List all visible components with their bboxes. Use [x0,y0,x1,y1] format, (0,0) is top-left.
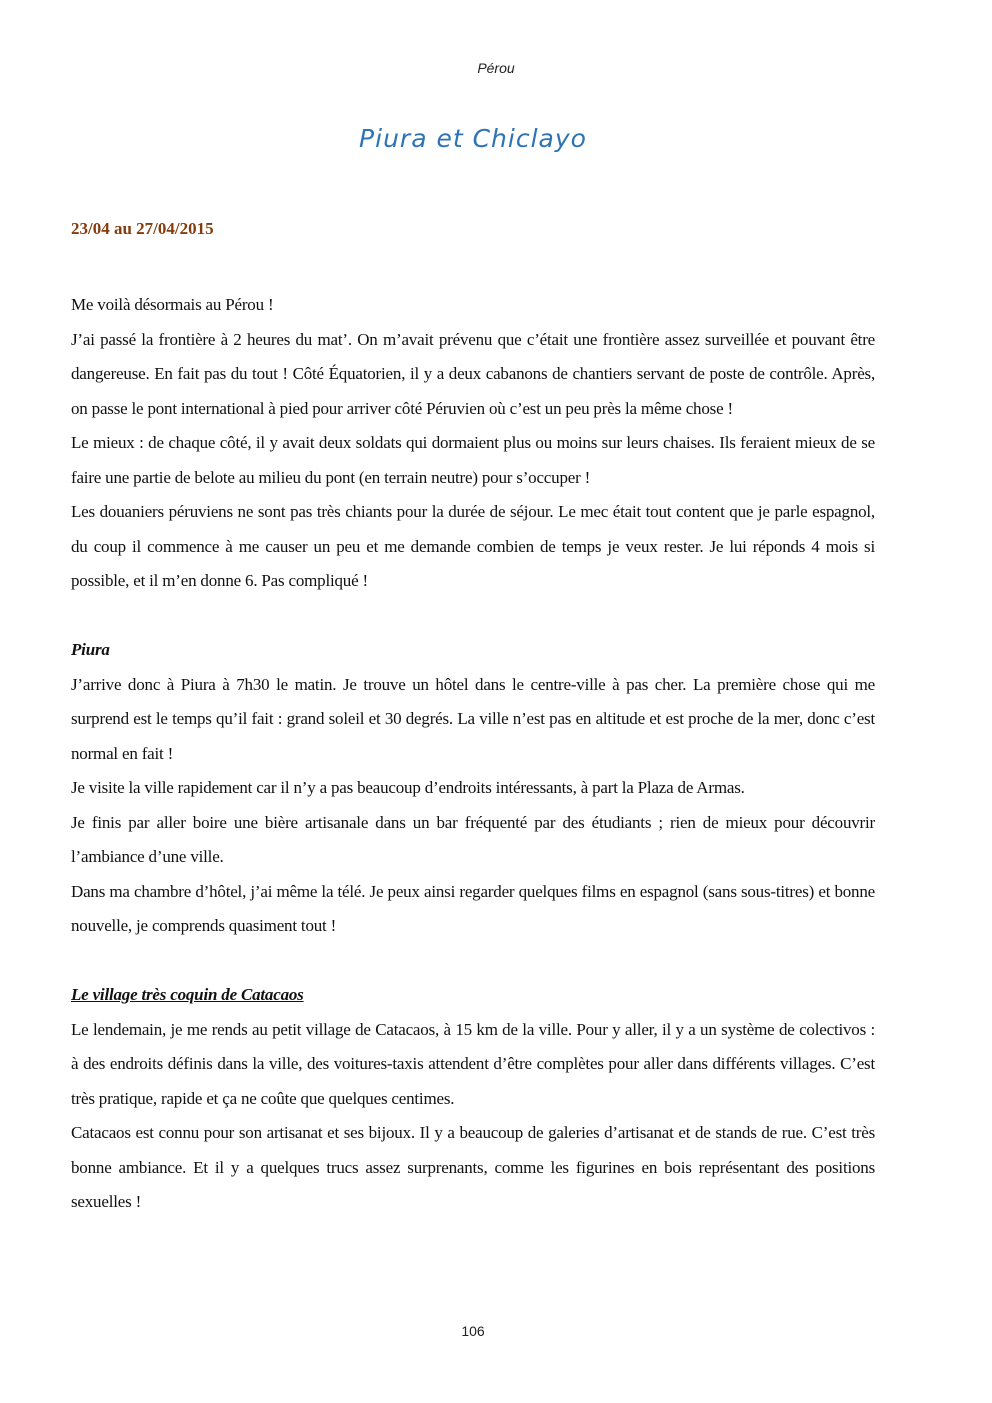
section-spacer [71,944,875,979]
section-heading-piura: Piura [71,640,110,659]
section-heading-catacaos: Le village très coquin de Catacaos [71,985,304,1004]
running-header: Pérou [477,60,515,76]
catacaos-paragraph: Le lendemain, je me rends au petit village de Catacaos, à 15 km de la ville. Pour y aller, il y a un système de colectivos : à des endroits définis dans la ville, des voitures-taxis attendent d’être complètes pour aller dans différents villages. C’est très pratique, rapide et ça ne coûte que quelques centimes. [71,1019,875,1108]
intro-paragraph: Les douaniers péruviens ne sont pas très chiants pour la durée de séjour. Le mec était tout content que je parle espagnol, du coup il commence à me causer un peu et me demande combien de temps je veux rester. Je lui réponds 4 mois si possible, et il m’en donne 6. Pas compliqué ! [71,502,875,590]
intro-paragraph: Me voilà désormais au Pérou ! [71,295,274,314]
section-spacer [71,599,875,634]
piura-paragraph: Je visite la ville rapidement car il n’y a pas beaucoup d’endroits intéressants, à part la Plaza de Armas. [71,778,745,797]
intro-paragraph: Le mieux : de chaque côté, il y avait deux soldats qui dormaient plus ou moins sur leurs chaises. Ils feraient mieux de se faire une partie de belote au milieu du pont (en terrain neutre) pour s’occuper ! [71,433,875,487]
intro-paragraph: J’ai passé la frontière à 2 heures du mat’. On m’avait prévenu que c’était une frontière assez surveillée et pouvant être dangereuse. En fait pas du tout ! Côté Équatorien, il y a deux cabanons de chantiers servant de poste de contrôle. Après, on passe le pont international à pied pour arriver côté Péruvien où c’est un peu près la même chose ! [71,329,875,418]
page-title: Piura et Chiclayo [359,124,587,153]
article-body [71,288,875,1220]
date-heading: 23/04 au 27/04/2015 [71,219,214,238]
page-number: 106 [461,1323,485,1339]
piura-paragraph: J’arrive donc à Piura à 7h30 le matin. Je trouve un hôtel dans le centre-ville à pas cher. La première chose qui me surprend est le temps qu’il fait : grand soleil et 30 degrés. La ville n’est pas en altitude et est proche de la mer, donc c’est normal en fait ! [71,674,875,763]
piura-paragraph: Dans ma chambre d’hôtel, j’ai même la télé. Je peux ainsi regarder quelques films en espagnol (sans sous-titres) et bonne nouvelle, je comprends quasiment tout ! [71,881,875,935]
piura-paragraph: Je finis par aller boire une bière artisanale dans un bar fréquenté par des étudiants ; rien de mieux pour découvrir l’ambiance d’une ville. [71,812,875,866]
catacaos-paragraph: Catacaos est connu pour son artisanat et ses bijoux. Il y a beaucoup de galeries d’artisanat et de stands de rue. C’est très bonne ambiance. Et il y a quelques trucs assez surprenants, comme les figurines en bois représentant des positions sexuelles ! [71,1123,875,1211]
